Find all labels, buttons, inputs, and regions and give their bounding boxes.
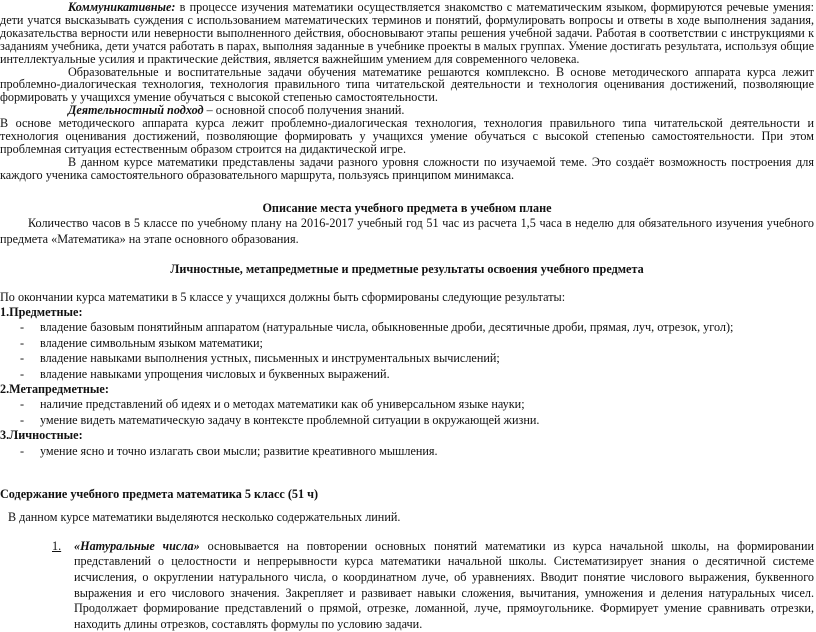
content-line-item xyxy=(0,539,814,632)
paragraph-communicative xyxy=(0,1,814,66)
group-label: 3.Личностные: xyxy=(0,428,83,443)
paragraph: Количество часов в 5 классе по учебному плану на 2016-2017 учебный год 51 час из расчета 1,5 часа в неделю для обязательного изучения учебного предмета «Математика» на этапе основного образования. xyxy=(0,215,814,246)
results-group xyxy=(0,305,814,382)
section-heading: Описание места учебного предмета в учебном плане xyxy=(262,200,552,215)
list-item: - владение базовым понятийным аппаратом (натуральные числа, обыкновенные дроби, десятичные дроби, прямая, луч, отрезок, угол); xyxy=(0,320,814,335)
paragraph: В данном курсе математики представлены задачи разного уровня сложности по изучаемой теме. Это создаёт возможность построения для каждого ученика самостоятельного образовательного маршрута, пользуясь принципом минимакса. xyxy=(0,154,814,182)
item-number: 1. xyxy=(52,538,62,553)
paragraph: В данном курсе математики выделяются несколько содержательных линий. xyxy=(8,509,401,524)
paragraph: По окончании курса математики в 5 классе у учащихся должны быть сформированы следующие результаты: xyxy=(0,289,566,304)
list-item: - умение видеть математическую задачу в контексте проблемной ситуации в окружающей жизни. xyxy=(0,413,814,428)
results-group xyxy=(0,428,814,459)
text: основывается на повторении основных понятий математики из курса начальной школы, на формировании представлений о целостности и непрерывности курса математики начальной школы. Систематизирует знания о десятичной системе исчисления, о округлении натурального числа, о координатном луче, об уравнениях. Вводит понятие числового выражения, буквенного выражения и его числового значения. Закрепляет и развивает навыки сложения, вычитания, умножения и деления натуральных чисел. Продолжает формирование представлений о прямой, отрезке, ломанной, луче, прямоугольнике. Формирует умение сравнивать отрезки, находить длины отрезков, составлять формулы по условию задачи. xyxy=(74,538,814,631)
text: в процессе изучения математики осуществляется знакомство с математическим языком, формируются речевые умения: дети учатся высказывать суждения с использованием математических терминов и понятий, формулировать вопросы и ответы в ходе выполнения задания, доказательства верности или неверности выполненного действия, обосновывают этапы решения учебной задачи. Работая в соответствии с инструкциями к заданиям учебника, дети учатся работать в парах, выполняя заданные в учебнике проекты в малых группах. Умение достигать результата, используя общие интеллектуальные усилия и практические действия, является важнейшим умением для современного человека. xyxy=(0,0,814,66)
term: Деятельностный подход xyxy=(68,103,204,118)
list-item: - владение навыками упрощения числовых и буквенных выражений. xyxy=(0,367,814,382)
section-heading: Личностные, метапредметные и предметные результаты освоения учебного предмета xyxy=(170,261,644,276)
group-label: 2.Метапредметные: xyxy=(0,381,109,396)
term: «Натуральные числа» xyxy=(74,538,200,553)
group-label: 1.Предметные: xyxy=(0,304,83,319)
paragraph: Образовательные и воспитательные задачи обучения математике решаются комплексно. В основе методического аппарата курса лежит проблемно-диалогическая технология, технология правильного типа читательской деятельности и технология оценивания достижений, позволяющие формировать у учащихся умение обучаться с высокой степенью самостоятельности. xyxy=(0,64,814,105)
list-item: - наличие представлений об идеях и о методах математики как об универсальном языке науки; xyxy=(0,397,814,412)
list-item: - владение символьным языком математики; xyxy=(0,336,814,351)
list-item: - умение ясно и точно излагать свои мысли; развитие креативного мышления. xyxy=(0,444,814,459)
list-item: - владение навыками выполнения устных, письменных и инструментальных вычислений; xyxy=(0,351,814,366)
text: – основной способ получения знаний. xyxy=(203,103,405,118)
section-heading: Содержание учебного предмета математика 5 класс (51 ч) xyxy=(0,486,319,501)
results-list xyxy=(0,397,814,428)
term: Коммуникативные: xyxy=(68,0,176,14)
results-list xyxy=(0,320,814,382)
results-list xyxy=(0,444,814,459)
paragraph: В основе методического аппарата курса лежит проблемно-диалогическая технология, технология правильного типа читательской деятельности и технология оценивания достижений, позволяющие формировать у учащихся умение обучаться с высокой степенью самостоятельности. При этом проблемная ситуация естественным образом строится на дидактической игре. xyxy=(0,116,814,156)
results-group xyxy=(0,382,814,428)
